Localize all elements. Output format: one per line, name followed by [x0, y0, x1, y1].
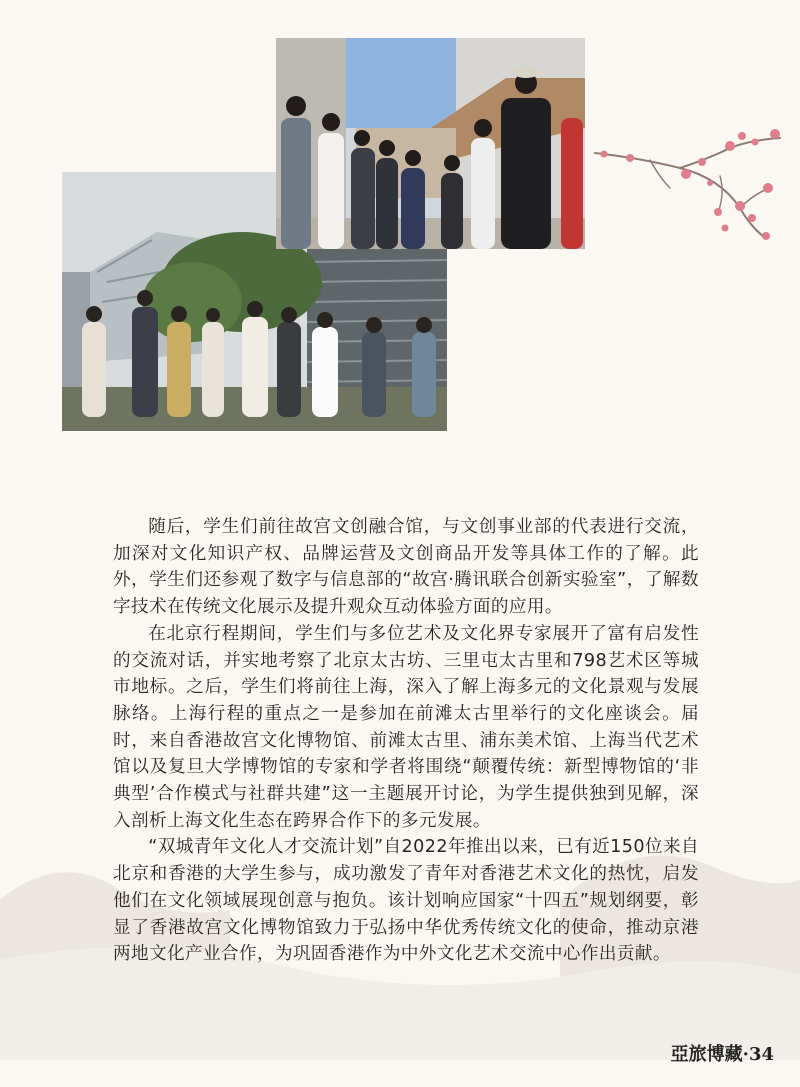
article-paragraph: 随后，学生们前往故宫文创融合馆，与文创事业部的代表进行交流，加深对文化知识产权、品牌运营及文创商品开发等具体工作的了解。此外，学生们还参观了数字与信息部的“故宫·腾讯联合创新实验室”，了解数字技术在传统文化展示及提升观众互动体验方面的应用。	[113, 517, 699, 618]
page-number: 亞旅博藏·34	[670, 1044, 774, 1065]
article-body	[113, 514, 699, 968]
article-paragraph: “双城青年文化人才交流计划”自2022年推出以来，已有近150位来自北京和香港的大学生参与，成功激发了青年对香港艺术文化的热忱，启发他们在文化领域展现创意与抱负。该计划响应国家“十四五”规划纲要，彰显了香港故宫文化博物馆致力于弘扬中华优秀传统文化的使命，推动京港两地文化产业合作，为巩固香港作为中外文化艺术交流中心作出贡献。	[113, 837, 699, 965]
plum-blossom-decoration	[590, 118, 790, 248]
group-photo-courtyard	[276, 38, 585, 249]
article-paragraph: 在北京行程期间，学生们与多位艺术及文化界专家展开了富有启发性的交流对话，并实地考察了北京太古坊、三里屯太古里和798艺术区等城市地标。之后，学生们将前往上海，深入了解上海多元的文化景观与发展脉络。上海行程的重点之一是参加在前滩太古里举行的文化座谈会。届时，来自香港故宫文化博物馆、前滩太古里、浦东美术馆、上海当代艺术馆以及复旦大学博物馆的专家和学者将围绕“颠覆传统：新型博物馆的‘非典型’合作模式与社群共建”这一主题展开讨论，为学生提供独到见解，深入剖析上海文化生态在跨界合作下的多元发展。	[113, 623, 699, 831]
